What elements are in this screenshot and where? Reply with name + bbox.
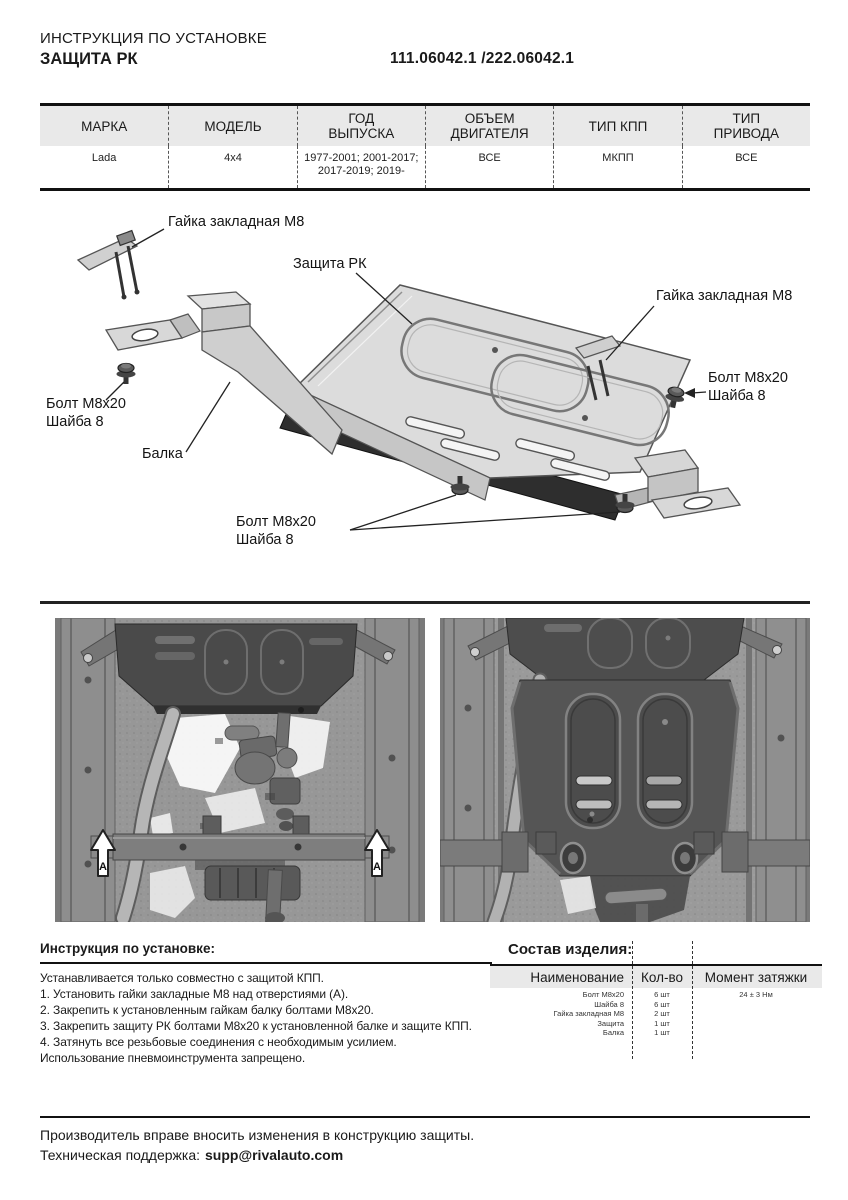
label-bolt-left: Болт М8х20 [46, 396, 126, 412]
parts-row: Гайка закладная М8 2 шт [553, 1009, 670, 1018]
label-washer-right: Шайба 8 [708, 388, 766, 404]
parts-header-name: Наименование [530, 969, 624, 985]
product-title: ЗАЩИТА РК [40, 50, 138, 68]
label-rivet-nut-top: Гайка закладная М8 [168, 214, 305, 230]
spec-table-data-row [40, 146, 810, 188]
spec-value-year: 1977-2001; 2001-2017; 2017-2019; 2019- [297, 146, 425, 188]
parts-row: Балка 1 шт [602, 1028, 670, 1037]
shield-plate [288, 285, 690, 500]
doc-type-title: ИНСТРУКЦИЯ ПО УСТАНОВКЕ [40, 30, 267, 47]
spec-value-model: 4x4 [168, 146, 296, 188]
label-bolt-bottom: Болт М8х20 [236, 514, 316, 530]
parts-row: Защита 1 шт [597, 1018, 670, 1028]
spec-table [40, 103, 810, 191]
label-washer-bottom: Шайба 8 [236, 532, 294, 548]
section-divider [40, 601, 810, 604]
parts-heading: Состав изделия: [508, 941, 633, 958]
spec-value-marka: Lada [40, 146, 168, 188]
instruction-line: Устанавливается только совместно с защитой КПП. [40, 971, 324, 985]
instructions-body [40, 970, 492, 1066]
footer [40, 1116, 810, 1165]
spec-value-drive: ВСЕ [682, 146, 810, 188]
leader-arrowhead [684, 388, 695, 398]
parts-list [490, 941, 822, 1063]
parts-header-torque: Момент затяжки [704, 969, 808, 985]
label-beam: Балка [142, 446, 183, 462]
beam-left-arm [106, 292, 342, 454]
instruction-line: 2. Закрепить к установленным гайкам балку болтами М8х20. [40, 1003, 374, 1017]
spec-table-header-row [40, 106, 810, 146]
support-email: supp@rivalauto.com [205, 1147, 344, 1163]
label-shield: Защита РК [293, 256, 367, 272]
parts-rows [490, 990, 822, 1038]
photo-beam-installed [55, 618, 425, 922]
spec-header-engine: ОБЪЕМ ДВИГАТЕЛЯ [425, 106, 553, 146]
support-label: Техническая поддержка: [40, 1147, 201, 1163]
marker-a-left-label: А [99, 861, 107, 873]
parts-divider-1 [632, 941, 633, 1059]
instruction-line: 3. Закрепить защиту РК болтами М8х20 к установленной балке и защите КПП. [40, 1019, 472, 1033]
part-numbers: 111.06042.1 /222.06042.1 [390, 50, 575, 67]
label-bolt-right: Болт М8х20 [708, 370, 788, 386]
instruction-line: Использование пневмоинструмента запрещено. [40, 1051, 306, 1065]
rivet-nut-top [78, 231, 140, 300]
parts-header-row [490, 966, 822, 988]
parts-row: Шайба 8 6 шт [594, 999, 670, 1009]
parts-divider-2 [692, 941, 693, 1059]
photo-shield-installed [440, 618, 810, 922]
spec-value-gearbox: МКПП [553, 146, 681, 188]
spec-header-model: МОДЕЛЬ [168, 106, 296, 146]
spec-value-engine: ВСЕ [425, 146, 553, 188]
exploded-diagram [40, 200, 810, 595]
label-rivet-nut-right: Гайка закладная М8 [656, 288, 793, 304]
spec-header-drive: ТИП ПРИВОДА [682, 106, 810, 146]
installation-instructions [40, 941, 492, 1066]
parts-table [490, 964, 822, 1038]
parts-header-qty: Кол-во [641, 969, 683, 985]
parts-row: Болт М8х20 6 шт 24 ± 3 Нм [582, 990, 773, 999]
marker-a-right-label: А [373, 861, 381, 873]
spec-header-year: ГОД ВЫПУСКА [297, 106, 425, 146]
instructions-heading: Инструкция по установке: [40, 941, 492, 964]
instruction-line: 1. Установить гайки закладные М8 над отверстиями (А). [40, 987, 349, 1001]
spec-header-gearbox: ТИП КПП [553, 106, 681, 146]
bolt-left-icon [117, 364, 136, 385]
support-line [40, 1145, 810, 1165]
label-washer-left: Шайба 8 [46, 414, 104, 430]
spec-header-marka: МАРКА [40, 106, 168, 146]
manufacturer-note: Производитель вправе вносить изменения в конструкцию защиты. [40, 1127, 475, 1143]
instruction-line: 4. Затянуть все резьбовые соединения с необходимым усилием. [40, 1035, 397, 1049]
